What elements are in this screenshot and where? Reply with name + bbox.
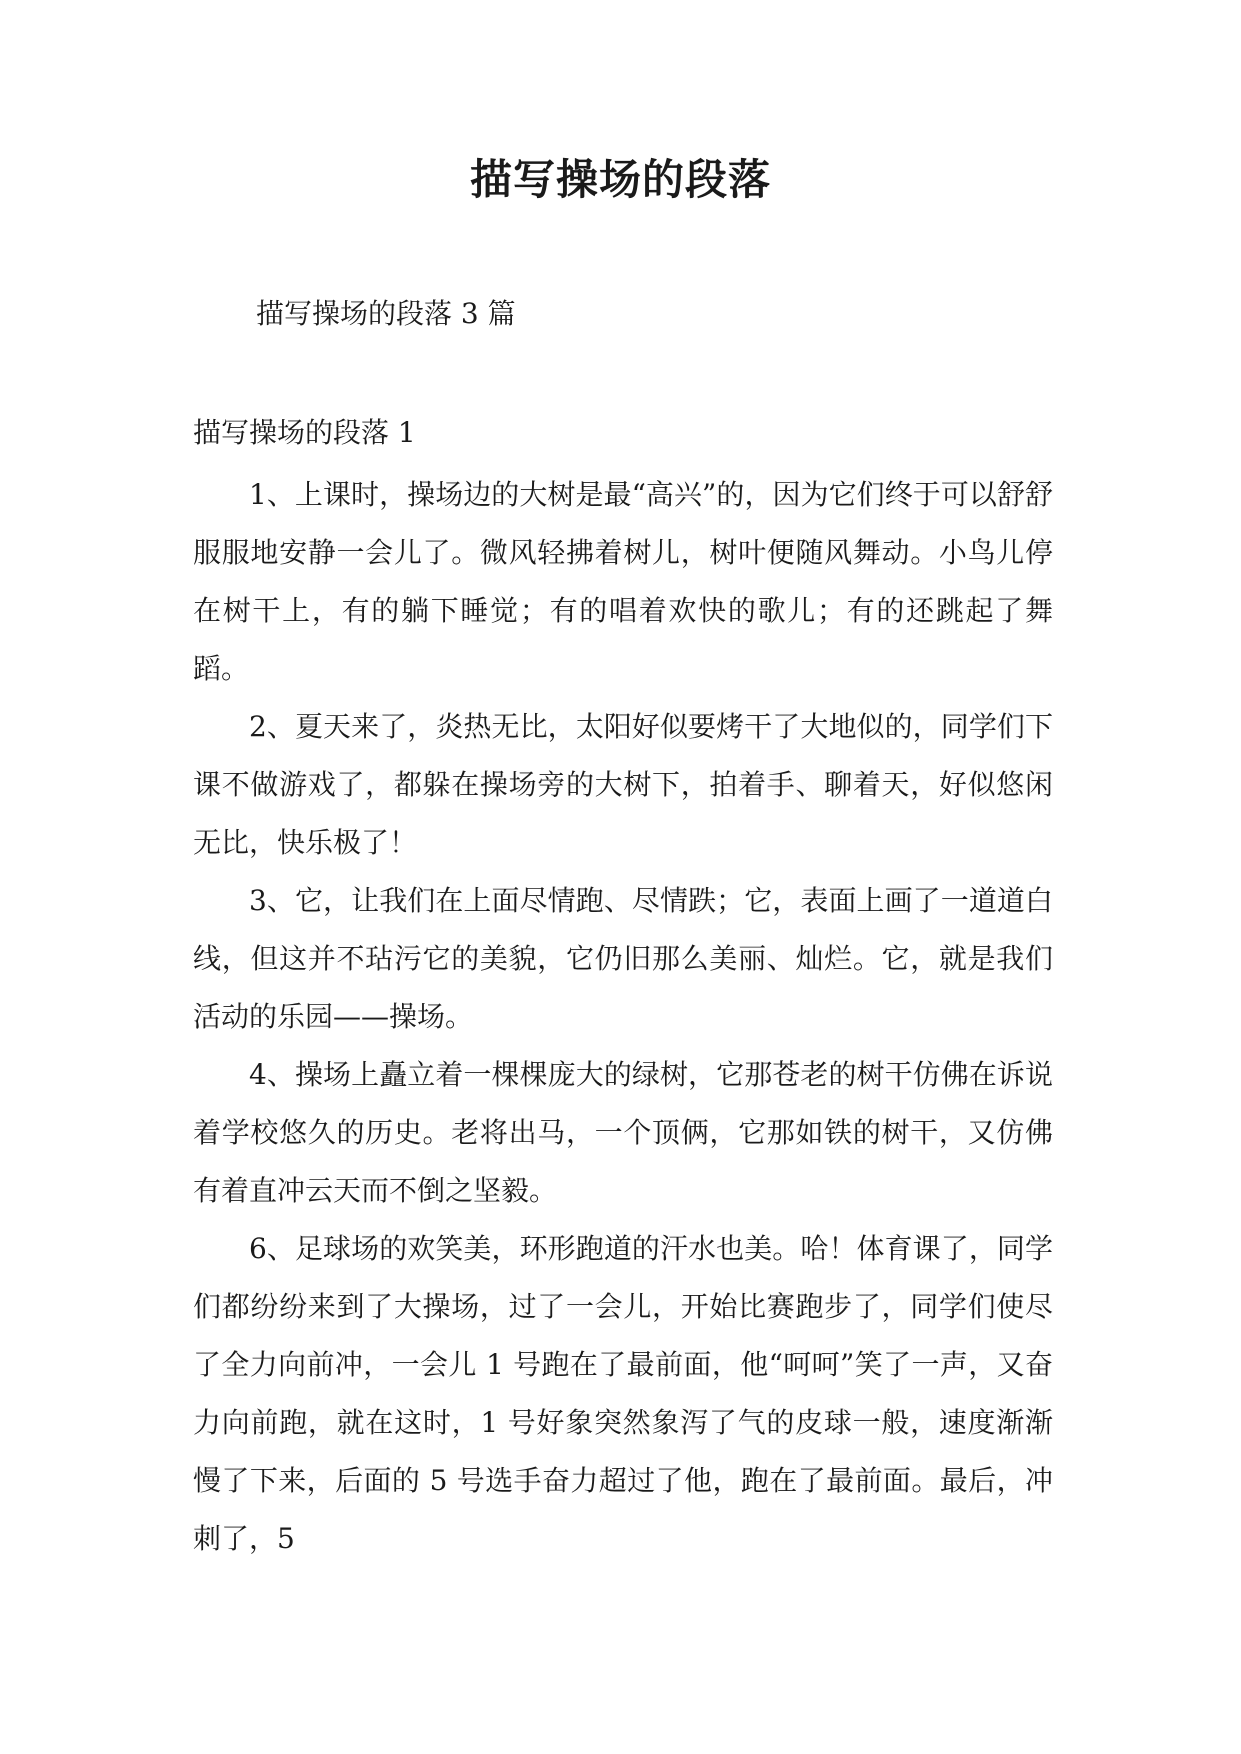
document-subtitle: 描写操场的段落 3 篇: [256, 297, 516, 330]
paragraph-4: 4、操场上矗立着一棵棵庞大的绿树，它那苍老的树干仿佛在诉说着学校悠久的历史。老将出马，一个顶俩，它那如铁的树干，又仿佛有着直冲云天而不倒之坚毅。: [193, 1058, 1053, 1207]
section-heading: 描写操场的段落 1: [193, 416, 416, 449]
body-text: [193, 466, 1053, 1568]
document-title: 描写操场的段落: [469, 155, 771, 204]
paragraph-2: 2、夏天来了，炎热无比，太阳好似要烤干了大地似的，同学们下课不做游戏了，都躲在操场旁的大树下，拍着手、聊着天，好似悠闲无比，快乐极了！: [193, 710, 1053, 859]
paragraph-1: 1、上课时，操场边的大树是最“高兴”的，因为它们终于可以舒舒服服地安静一会儿了。微风轻拂着树儿，树叶便随风舞动。小鸟儿停在树干上，有的躺下睡觉；有的唱着欢快的歌儿；有的还跳起了舞蹈。: [193, 478, 1053, 685]
paragraph-6: 6、足球场的欢笑美，环形跑道的汗水也美。哈！体育课了，同学们都纷纷来到了大操场，过了一会儿，开始比赛跑步了，同学们使尽了全力向前冲，一会儿 1 号跑在了最前面，他“呵呵”笑了一声，又奋力向前跑，就在这时，1 号好象突然象泻了气的皮球一般，速度渐渐慢了下来，后面的 5 号选手奋力超过了他，跑在了最前面。最后，冲刺了，5: [193, 1232, 1053, 1555]
paragraph-3: 3、它，让我们在上面尽情跑、尽情跌；它，表面上画了一道道白线，但这并不玷污它的美貌，它仍旧那么美丽、灿烂。它，就是我们活动的乐园——操场。: [193, 884, 1053, 1033]
